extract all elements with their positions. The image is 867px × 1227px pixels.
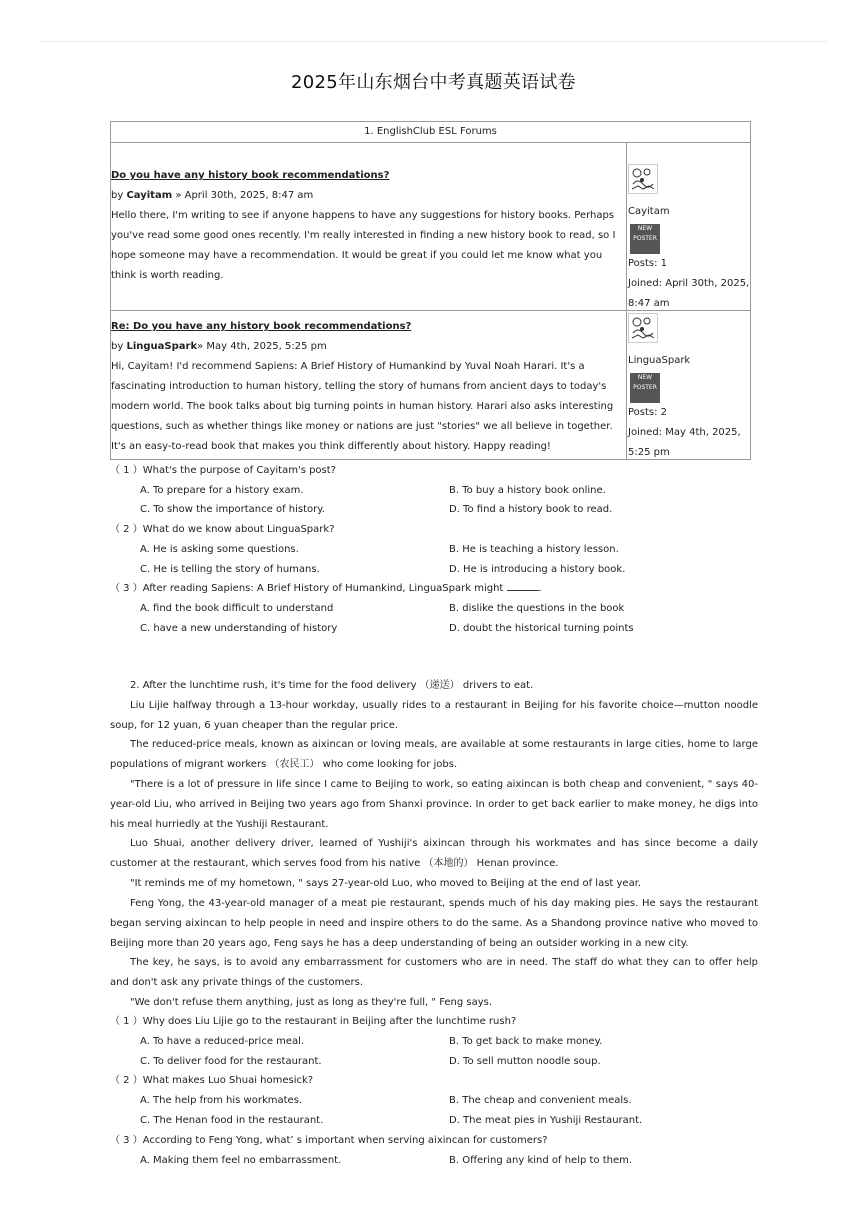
author-joined: Joined: May 4th, 2025, 5:25 pm [628,427,741,458]
option-d[interactable]: D. The meat pies in Yushiji Restaurant. [449,1115,643,1126]
passage-paragraph: Feng Yong, the 43-year-old manager of a meat pie restaurant, spends much of his day making pies. He says the restaurant began serving aixincan to help people in need and inspire others to do the same. As a Shandong province native who moved to Beijing more than 20 years ago, Feng says he has a deep understanding of being an outsider working in a new city. [110,898,758,949]
post-byline [111,186,626,206]
option-a[interactable]: A. find the book difficult to understand [140,603,334,614]
badge-line: NEW [637,374,653,381]
post-body: Hi, Cayitam! I'd recommend Sapiens: A Brief History of Humankind by Yuval Noah Harari. It's a fascinating introduction to human history, telling the story of humans from ancient days to today's modern world. The book talks about big turning points in human history. Harari also asks interesting questions, such as whether things like money or nations are just "stories" we all believe in together. It's an easy-to-read book that makes you think differently about history. Happy reading! [111,361,614,452]
question-stem: （ 3 ）According to Feng Yong, what’ s important when serving aixincan for customers? [110,1135,548,1146]
option-c[interactable]: C. To show the importance of history. [140,504,325,515]
option-d[interactable]: D. To sell mutton noodle soup. [449,1056,601,1067]
option-d[interactable]: D. He is introducing a history book. [449,564,626,575]
post-body: Hello there, I'm writing to see if anyone happens to have any suggestions for history books. Perhaps you've read some good ones recently. I'm really interested in finding a new history book to read, so I hope someone may have a recommendation. It would be great if you could let me know what you think is worth reading. [111,210,616,281]
post-author-panel [626,311,752,460]
forum-table [110,121,751,460]
passage-paragraph: The key, he says, is to avoid any embarrassment for customers who are in need. The staff do what they can to offer help and don't ask any private things of the customers. [110,957,758,988]
passage-paragraph: "We don't refuse them anything, just as long as they're full, " Feng says. [130,997,493,1008]
forum-header: 1. EnglishClub ESL Forums [111,122,750,143]
option-a[interactable]: A. The help from his workmates. [140,1095,303,1106]
option-b[interactable]: B. To buy a history book online. [449,485,606,496]
answer-blank [507,582,539,591]
post-title[interactable]: Do you have any history book recommendations? [111,170,390,181]
option-b[interactable]: B. The cheap and convenient meals. [449,1095,632,1106]
top-divider [40,41,827,42]
post-main [111,142,626,286]
badge-line: POSTER [633,384,657,391]
byline-prefix: by [111,341,127,352]
page-title: 2025年山东烟台中考真题英语试卷 [291,72,576,93]
option-c[interactable]: C. He is telling the story of humans. [140,564,320,575]
option-b[interactable]: B. To get back to make money. [449,1036,603,1047]
author-posts-count: Posts: 1 [628,258,668,269]
post-author-panel [626,142,752,310]
option-b[interactable]: B. Offering any kind of help to them. [449,1155,633,1166]
post-title[interactable]: Re: Do you have any history book recommendations? [111,321,412,332]
option-c[interactable]: C. have a new understanding of history [140,623,338,634]
option-c[interactable]: C. To deliver food for the restaurant. [140,1056,322,1067]
option-d[interactable]: D. doubt the historical turning points [449,623,634,634]
question-stem: （ 1 ）What's the purpose of Cayitam's post? [110,465,336,476]
option-b[interactable]: B. He is teaching a history lesson. [449,544,619,555]
badge-line: POSTER [633,235,657,242]
post-date: » April 30th, 2025, 8:47 am [172,190,314,201]
option-c[interactable]: C. The Henan food in the restaurant. [140,1115,324,1126]
question-stem: （ 2 ）What do we know about LinguaSpark? [110,524,335,535]
author-name[interactable]: LinguaSpark [628,355,691,366]
option-d[interactable]: D. To find a history book to read. [449,504,613,515]
forum-post [111,142,750,310]
post-date: » May 4th, 2025, 5:25 pm [197,341,327,352]
post-author[interactable]: LinguaSpark [126,341,198,352]
passage-paragraph: "It reminds me of my hometown, " says 27-year-old Luo, who moved to Beijing at the end of last year. [130,878,642,889]
post-byline [111,337,626,357]
post-main [111,311,626,457]
option-a[interactable]: A. To prepare for a history exam. [140,485,304,496]
doodle-avatar-icon [628,164,658,194]
badge-line: NEW [637,225,653,232]
post-author[interactable]: Cayitam [126,190,173,201]
passage-paragraph: Liu Lijie halfway through a 13-hour workday, usually rides to a restaurant in Beijing for his favorite choice—mutton noodle soup, for 12 yuan, 6 yuan cheaper than the regular price. [110,700,758,731]
author-name[interactable]: Cayitam [628,206,670,217]
question-stem: （ 3 ）After reading Sapiens: A Brief History of Humankind, LinguaSpark might [110,583,504,594]
option-a[interactable]: A. To have a reduced-price meal. [140,1036,305,1047]
option-a[interactable]: A. He is asking some questions. [140,544,299,555]
option-b[interactable]: B. dislike the questions in the book [449,603,625,614]
question-stem: （ 2 ）What makes Luo Shuai homesick? [110,1075,314,1086]
new-poster-badge-icon [630,373,660,403]
question-stem: （ 1 ）Why does Liu Lijie go to the restaurant in Beijing after the lunchtime rush? [110,1016,517,1027]
forum-post [111,310,750,460]
byline-prefix: by [111,190,127,201]
author-joined: Joined: April 30th, 2025, 8:47 am [628,278,750,309]
doodle-avatar-icon [628,313,658,343]
passage-paragraph: "There is a lot of pressure in life since I came to Beijing to work, so eating aixincan is both cheap and convenient, " says 40-year-old Liu, who arrived in Beijing two years ago from Shanxi province. In order to get back earlier to make money, he digs into his meal hurriedly at the Yushiji Restaurant. [110,779,758,830]
author-posts-count: Posts: 2 [628,407,668,418]
option-a[interactable]: A. Making them feel no embarrassment. [140,1155,342,1166]
question-stem-with-blank: （ 3 ）After reading Sapiens: A Brief History of Humankind, LinguaSpark might . [110,583,542,594]
new-poster-badge-icon [630,224,660,254]
passage-paragraph: 2. After the lunchtime rush, it's time for the food delivery （递送） drivers to eat. [130,680,534,691]
passage-paragraph: Luo Shuai, another delivery driver, learned of Yushiji's aixincan through his workmates and has since become a daily customer at the restaurant, which serves food from his native （本地的） Henan province. [110,838,758,869]
passage-paragraph: The reduced-price meals, known as aixincan or loving meals, are available at some restaurants in large cities, home to large populations of migrant workers （农民工） who come looking for jobs. [110,739,758,770]
